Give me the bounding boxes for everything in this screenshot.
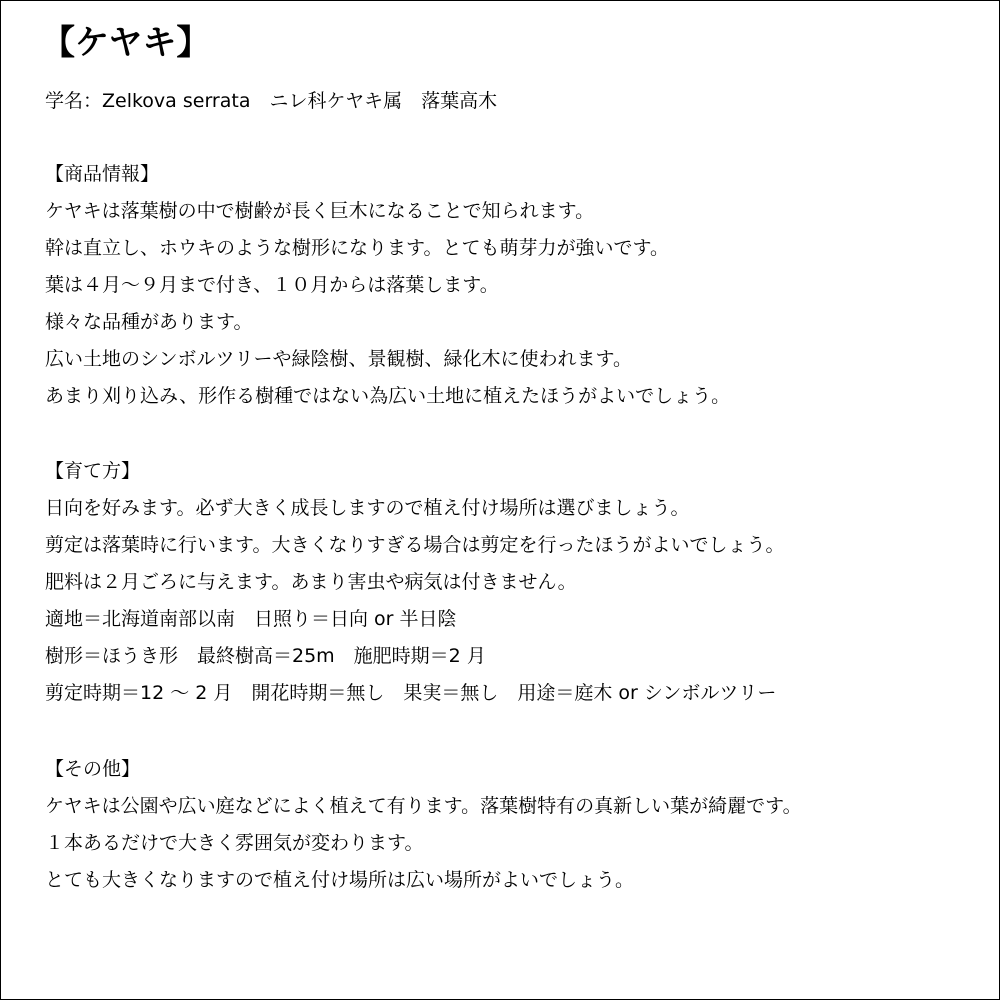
section-line: １本あるだけで大きく雰囲気が変わります。: [45, 832, 424, 854]
section-line: 幹は直立し、ホウキのような樹形になります。とても萌芽力が強いです。: [45, 237, 669, 259]
scientific-name-line: 学名：Zelkova serrata ニレ科ケヤキ属 落葉高木: [45, 90, 498, 112]
section-line: 葉は４月～９月まで付き、１０月からは落葉します。: [45, 274, 499, 296]
section-line: とても大きくなりますので植え付け場所は広い場所がよいでしょう。: [45, 869, 635, 891]
section-heading: 【育て方】: [45, 460, 141, 482]
section-line: あまり刈り込み、形作る樹種ではない為広い土地に植えたほうがよいでしょう。: [45, 385, 731, 407]
page-title: 【ケヤキ】: [41, 23, 211, 63]
section-line: 適地＝北海道南部以南 日照り＝日向 or 半日陰: [45, 608, 457, 630]
section-other: [45, 751, 975, 899]
section-how-to-grow: [45, 453, 975, 712]
section-product-info: [45, 156, 975, 415]
section-line: 樹形＝ほうき形 最終樹高＝25m 施肥時期＝2 月: [45, 645, 486, 667]
section-line: 肥料は２月ごろに与えます。あまり害虫や病気は付きません。: [45, 571, 577, 593]
section-line: ケヤキは公園や広い庭などによく植えて有ります。落葉樹特有の真新しい葉が綺麗です。: [45, 795, 802, 817]
section-line: ケヤキは落葉樹の中で樹齢が長く巨木になることで知られます。: [45, 200, 595, 222]
section-line: 剪定は落葉時に行います。大きくなりすぎる場合は剪定を行ったほうがよいでしょう。: [45, 534, 785, 556]
section-line: 広い土地のシンボルツリーや緑陰樹、景観樹、緑化木に使われます。: [45, 348, 633, 370]
section-line: 日向を好みます。必ず大きく成長しますので植え付け場所は選びましょう。: [45, 497, 690, 519]
section-line: 様々な品種があります。: [45, 311, 253, 333]
section-heading: 【商品情報】: [45, 163, 160, 185]
section-line: 剪定時期＝12 ～ 2 月 開花時期＝無し 果実＝無し 用途＝庭木 or シンボルツリー: [45, 682, 777, 704]
section-heading: 【その他】: [45, 758, 141, 780]
